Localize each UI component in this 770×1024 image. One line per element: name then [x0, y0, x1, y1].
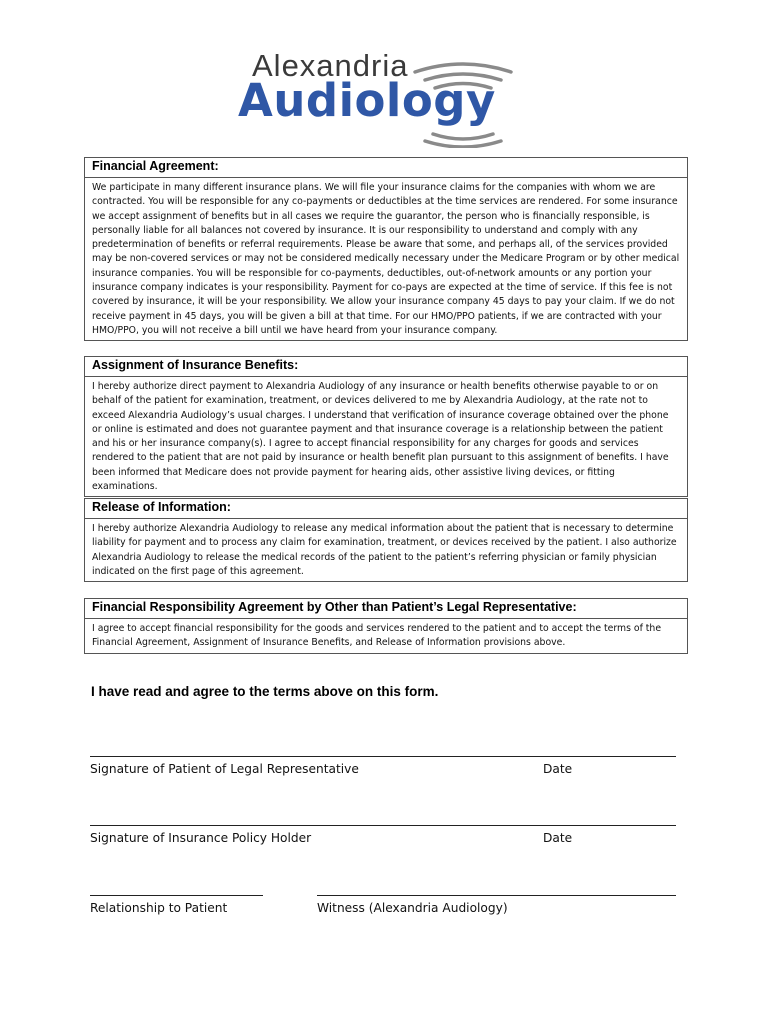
patient-signature-line[interactable] [90, 756, 676, 757]
financial-agreement-section [84, 157, 688, 341]
witness-signature-line[interactable] [317, 895, 676, 896]
financial-responsibility-section [84, 598, 688, 654]
section-body: We participate in many different insurance plans. We will file your insurance claims for the companies with whom we are contracted. You will be responsible for any co-payments or deductibles at the time services are rendered. For some insurance we accept assignment of benefits but in all cases we require the guarantor, the person who is financially responsible, is personally liable for all balances not covered by insurance. It is our responsibility to understand and comply with any predetermination of benefits or referral requirements. Please be aware that some, and perhaps all, of the services provided may be non-covered services or may not be considered medically necessary under the Medicare Program or by other medical insurance companies. You will be responsible for co-payments, deductibles, out-of-network amounts or any portion your insurance company indicates is your responsibility. Payment for co-pays are expected at the time of service. If this fee is not covered by insurance, it will be your responsibility. We allow your insurance company 45 days to pay your claim. If we do not receive payment in 45 days, you will be given a bill at that time. For our HMO/PPO patients, if we are contracted with your HMO/PPO, you will not receive a bill until we have heard from your insurance company. [92, 182, 680, 336]
witness-label: Witness (Alexandria Audiology) [317, 901, 508, 915]
holder-signature-label: Signature of Insurance Policy Holder [90, 831, 312, 845]
section-body: I hereby authorize Alexandria Audiology to release any medical information about the patient that is necessary to determine liability for payment and to process any claim for examination, treatment, or devices received by the patient. I also authorize Alexandria Audiology to release the medical records of the patient to the patient’s referring physician or family physician indicated on the first page of this agreement. [92, 523, 677, 577]
relationship-label: Relationship to Patient [90, 901, 228, 915]
patient-date-label: Date [543, 762, 573, 776]
agreement-statement: I have read and agree to the terms above on this form. [91, 684, 439, 699]
holder-signature-line[interactable] [90, 825, 676, 826]
section-body: I hereby authorize direct payment to Alexandria Audiology of any insurance or health benefits otherwise payable to or on behalf of the patient for examination, treatment, or devices delivered to me by Alexandria Audiology, at the rate not to exceed Alexandria Audiology’s usual charges. I understand that verification of insurance coverage obtained over the phone or online is estimated and does not guarantee payment and that insurance coverage is a relationship between the patient and his or her insurance company(s). I agree to accept financial responsibility for any charges for goods and services rendered to the patient that are not paid by insurance or health benefit plan pursuant to this assignment of benefits. I have been informed that Medicare does not provide payment for hearing aids, other assistive living devices, or fitting examinations. [92, 381, 669, 493]
section-title: Assignment of Insurance Benefits: [85, 357, 687, 377]
assignment-of-benefits-section [84, 356, 688, 497]
logo-big-text: Audiology [238, 74, 496, 127]
section-title: Financial Agreement: [85, 158, 687, 178]
section-title: Financial Responsibility Agreement by Other than Patient’s Legal Representative: [85, 599, 687, 619]
holder-date-label: Date [543, 831, 573, 845]
sound-waves-icon [403, 58, 523, 148]
relationship-line[interactable] [90, 895, 263, 896]
release-of-information-section [84, 498, 688, 582]
section-title: Release of Information: [85, 499, 687, 519]
company-logo [238, 48, 538, 144]
patient-signature-label: Signature of Patient of Legal Representative [90, 762, 359, 776]
section-body: I agree to accept financial responsibility for the goods and services rendered to the patient and to accept the terms of the Financial Agreement, Assignment of Insurance Benefits, and Release of Information provisions above. [92, 623, 662, 649]
logo-small-text: Alexandria [252, 48, 409, 83]
